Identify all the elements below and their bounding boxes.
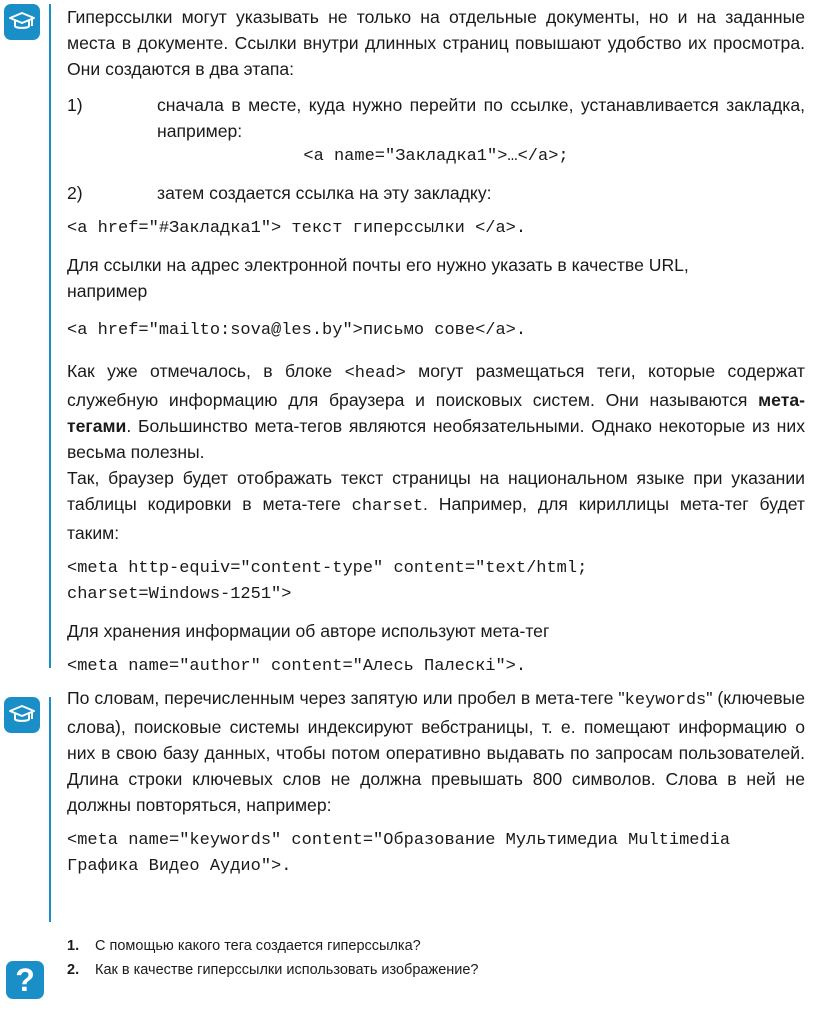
- step-2: [67, 180, 805, 206]
- code-bookmark: <a name="Закладка1">…</a>;: [303, 147, 569, 166]
- meta-text-after: . Большинство мета-тегов являются необязательными. Однако некоторые из них весьма полезны.: [67, 416, 805, 462]
- code-link: <a href="#Закладка1"> текст гиперссылки </a>.: [67, 219, 527, 238]
- meta-paragraph: [67, 358, 805, 465]
- meta-text-middle: могут размещаться теги, которые содержат служебную информацию для браузера и поисковых систем. Они называются: [67, 361, 805, 410]
- meta-text-before: Как уже отмечалось, в блоке: [67, 361, 345, 381]
- step-1-number: 1): [67, 95, 83, 115]
- keywords-paragraph: [67, 685, 805, 818]
- code-meta-author: <meta name="author" content="Алесь Палескі">.: [67, 657, 527, 676]
- code-meta-keywords: <meta name="keywords" content="Образование Мультимедиа Multimedia Графика Видео Аудио">.: [67, 831, 731, 876]
- mail-paragraph: Для ссылки на адрес электронной почты его нужно указать в качестве URL, например: [67, 255, 689, 301]
- charset-text-before: Так, браузер будет отображать текст страницы на национальном языке при указании таблицы кодировки в мета-теге: [67, 468, 805, 514]
- author-paragraph: Для хранения информации об авторе используют мета-тег: [67, 621, 550, 641]
- meta-term: мета-тегами: [67, 390, 805, 436]
- graduation-cap-icon: [4, 4, 40, 40]
- charset-text-after: . Например, для кириллицы мета-тег будет таким:: [67, 494, 805, 543]
- step-1-text: сначала в месте, куда нужно перейти по ссылке, устанавливается закладка, например:: [157, 95, 805, 141]
- charset-paragraph: [67, 465, 805, 546]
- step-2-number: 2): [67, 183, 83, 203]
- code-meta-charset: <meta http-equiv="content-type" content="text/html; charset=Windows-1251">: [67, 559, 588, 604]
- question-item: [67, 958, 767, 982]
- question-number: 1.: [67, 938, 80, 954]
- graduation-cap-icon: [4, 697, 40, 733]
- margin-rule-bottom: [49, 697, 51, 922]
- question-number: 2.: [67, 962, 80, 978]
- code-mailto: <a href="mailto:sova@les.by">письмо сове</a>.: [67, 321, 527, 340]
- text-column: [67, 4, 805, 880]
- keywords-text-after: " (ключевые слова), поисковые системы индексируют вебстраницы, т. е. помещают информацию о них в свою базу данных, чтобы потом оперативно выдавать по запросам пользователей. Длина строки ключевых слов не должна превышать 800 символов. Слова в ней не должны повторяться, например:: [67, 688, 805, 815]
- margin-rule-top: [49, 4, 51, 668]
- question-item: [67, 934, 767, 958]
- keywords-attr: keywords: [624, 691, 707, 710]
- question-text: Как в качестве гиперссылки использовать изображение?: [95, 962, 479, 978]
- step-2-text: затем создается ссылка на эту закладку:: [157, 183, 492, 203]
- question-mark-icon: [6, 961, 44, 999]
- charset-attr: charset: [351, 497, 424, 516]
- question-glyph: ?: [15, 961, 35, 998]
- head-tag: <head>: [344, 364, 406, 383]
- step-1: [67, 92, 805, 144]
- question-text: С помощью какого тега создается гиперссылка?: [95, 938, 421, 954]
- review-questions: [67, 934, 767, 982]
- intro-paragraph: Гиперссылки могут указывать не только на отдельные документы, но и на заданные места в документе. Ссылки внутри длинных страниц повышают удобство их просмотра. Они создаются в два этапа:: [67, 7, 805, 79]
- keywords-text-before: По словам, перечисленным через запятую или пробел в мета-теге ": [67, 688, 625, 708]
